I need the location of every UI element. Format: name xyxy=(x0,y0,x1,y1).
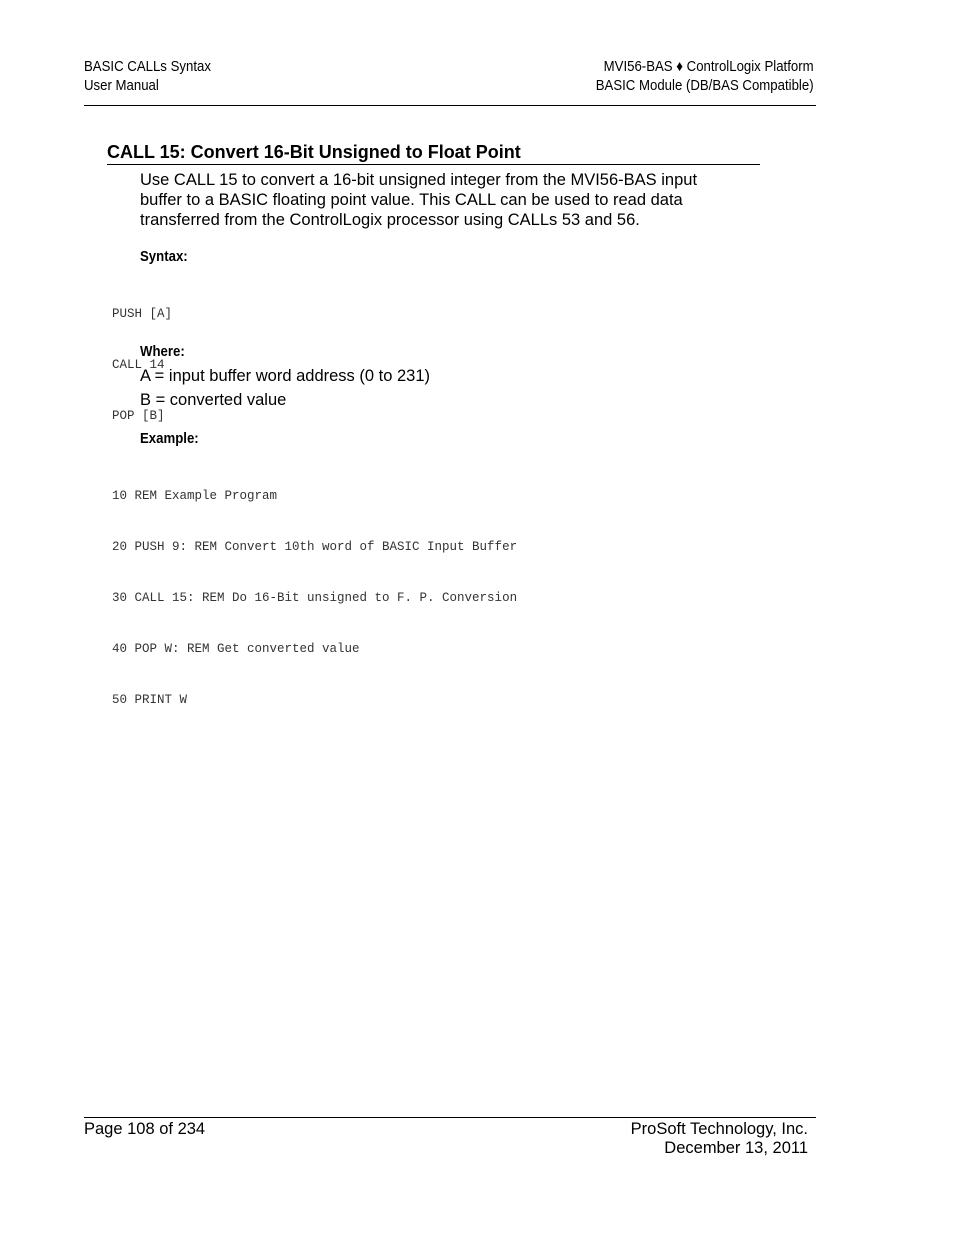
header-product: MVI56-BAS ♦ ControlLogix Platform xyxy=(604,58,814,75)
code-line: 50 PRINT W xyxy=(112,693,188,707)
header-section-name: BASIC CALLs Syntax xyxy=(84,58,211,75)
footer-divider xyxy=(84,1117,816,1118)
code-line: 30 CALL 15: REM Do 16-Bit unsigned to F. P. Conversion xyxy=(112,591,518,605)
header-right xyxy=(596,57,814,95)
code-line: 20 PUSH 9: REM Convert 10th word of BASIC Input Buffer xyxy=(112,540,518,554)
code-line: CALL 14 xyxy=(112,358,165,372)
footer-right xyxy=(631,1120,808,1158)
code-line: 10 REM Example Program xyxy=(112,489,278,503)
footer-page-number: Page 108 of 234 xyxy=(84,1120,206,1138)
header-divider xyxy=(84,105,816,106)
paragraph-line: Use CALL 15 to convert a 16-bit unsigned integer from the MVI56-BAS input xyxy=(140,171,698,189)
code-line: PUSH [A] xyxy=(112,307,173,321)
code-line: POP [B] xyxy=(112,409,165,423)
where-definition-a: A = input buffer word address (0 to 231) xyxy=(140,367,430,385)
section-title-underline xyxy=(107,164,760,165)
code-line: 40 POP W: REM Get converted value xyxy=(112,642,360,656)
section-title: CALL 15: Convert 16-Bit Unsigned to Float Point xyxy=(107,142,521,162)
header-left xyxy=(84,57,211,95)
syntax-heading: Syntax: xyxy=(140,248,188,265)
footer-company: ProSoft Technology, Inc. xyxy=(630,1120,808,1138)
footer-date: December 13, 2011 xyxy=(664,1139,808,1157)
paragraph-line: transferred from the ControlLogix processor using CALLs 53 and 56. xyxy=(140,211,640,229)
example-heading: Example: xyxy=(140,430,199,447)
header-module: BASIC Module (DB/BAS Compatible) xyxy=(596,77,814,94)
intro-paragraph xyxy=(140,170,750,230)
header-doc-type: User Manual xyxy=(84,77,159,94)
paragraph-line: buffer to a BASIC floating point value. This CALL can be used to read data xyxy=(140,191,683,209)
where-heading: Where: xyxy=(140,343,185,360)
example-code-block xyxy=(112,454,517,726)
where-definition-b: B = converted value xyxy=(140,391,287,409)
